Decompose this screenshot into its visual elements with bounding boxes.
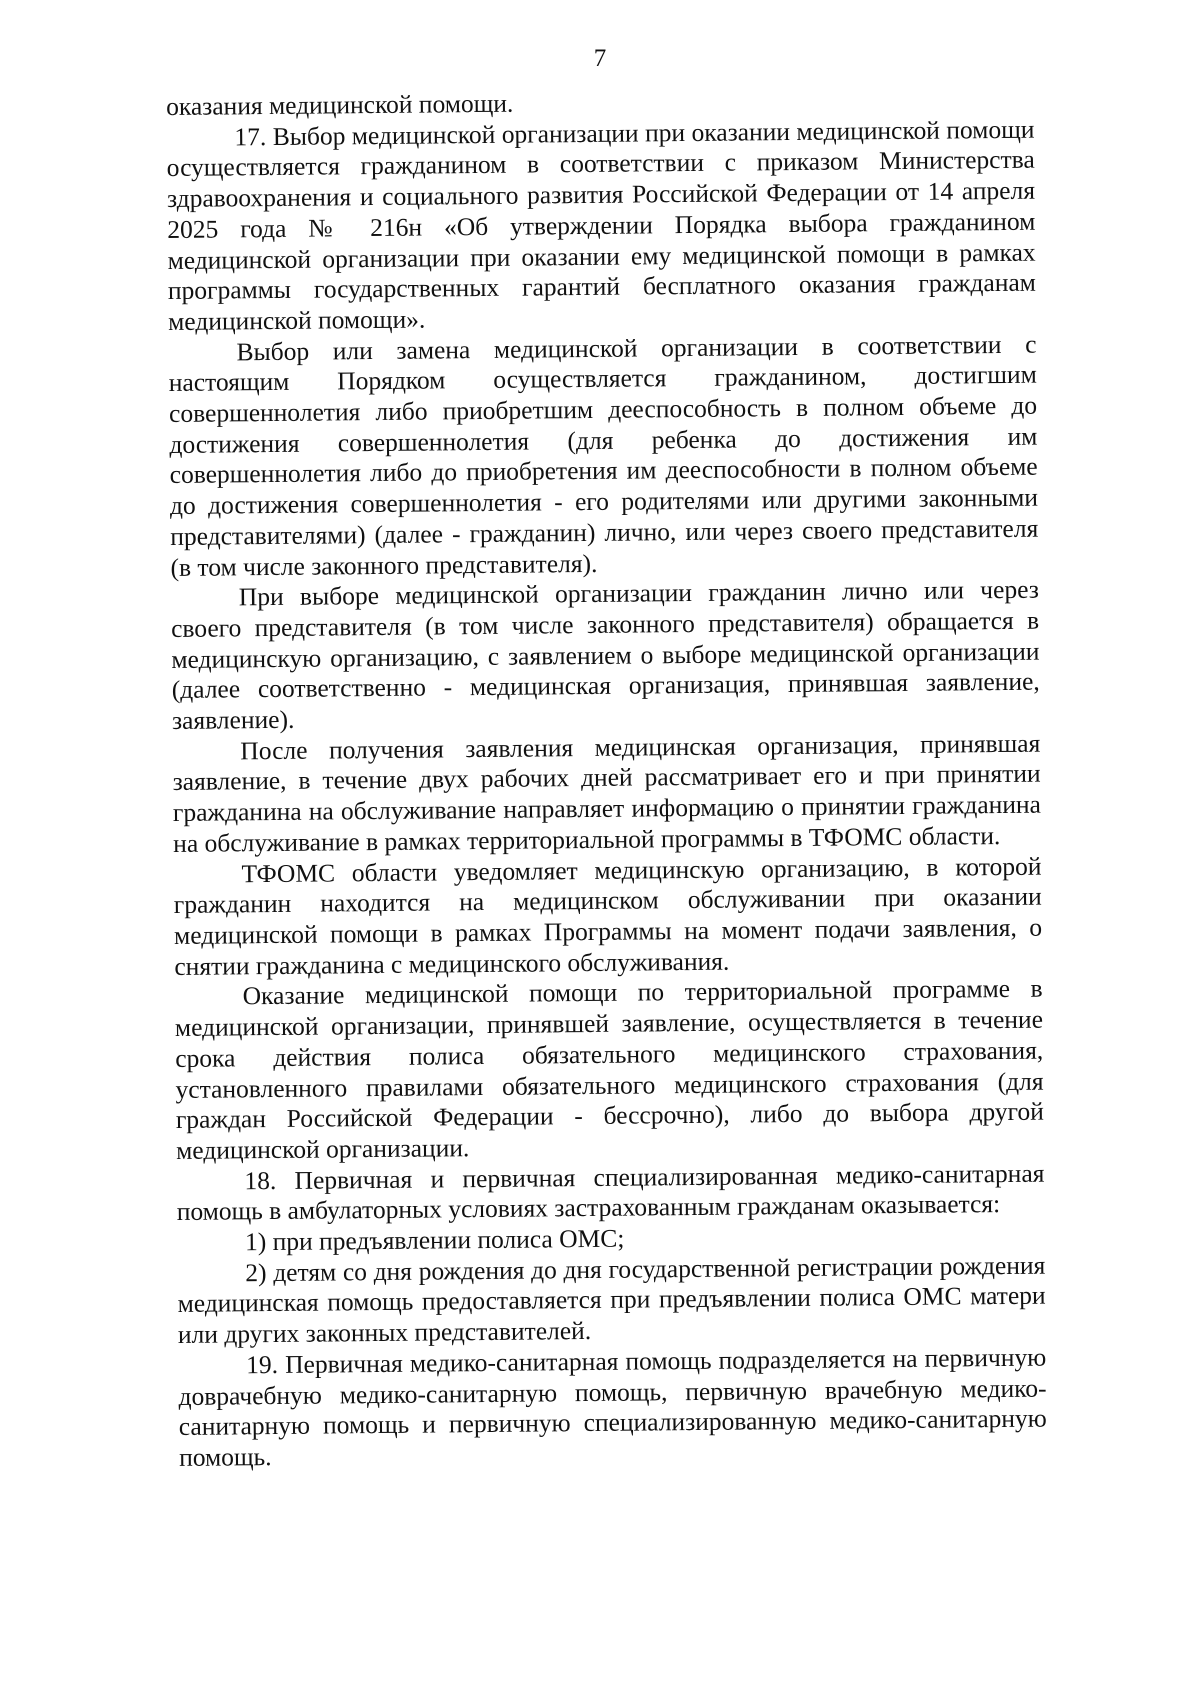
- paragraph-choice-or-replacement: Выбор или замена медицинской организации в соответствии с настоящим Порядком осуществляется гражданином, достигшим совершеннолетия либо приобретшим дееспособность в полном объеме до достижения совершеннолетия (для ребенка до достижения им совершеннолетия либо до приобретения им дееспособности в полном объеме до достижения совершеннолетия - его родителями или другими законными представителями) (далее - гражданин) лично, или через своего представителя (в том числе законного представителя).: [168, 329, 1039, 582]
- paragraph-tfoms-notice: ТФОМС области уведомляет медицинскую организацию, в которой гражданин находится на медицинском обслуживании при оказании медицинской помощи в рамках Программы на момент подачи заявления, о снятии гражданина с медицинского обслуживания.: [173, 851, 1043, 981]
- paragraph-item-17: 17. Выбор медицинской организации при оказании медицинской помощи осуществляется гражданином в соответствии с приказом Министерства здравоохранения и социального развития Российской Федерации от 14 апреля 2025 года № 216н «Об утверждении Порядка выбора гражданином медицинской организации при оказании ему медицинской помощи в рамках программы государственных гарантий бесплатного оказания гражданам медицинской помощи».: [166, 114, 1037, 336]
- paragraph-care-duration: Оказание медицинской помощи по территориальной программе в медицинской организации, принявшей заявление, осуществляется в течение срока действия полиса обязательного медицинского страхования, установленного правилами обязательного медицинского страхования (для граждан Российской Федерации - бессрочно), либо до выбора другой медицинской организации.: [174, 974, 1044, 1165]
- document-body: [166, 84, 1047, 1474]
- list-item-2: 2) детям со дня рождения до дня государственной регистрации рождения медицинская помощь предоставляется при предъявлении полиса ОМС матери или других законных представителей.: [177, 1250, 1046, 1350]
- page-number: 7: [593, 45, 607, 72]
- list-item-1: 1) при предъявлении полиса ОМС;: [244, 1223, 625, 1257]
- paragraph-after-application: После получения заявления медицинская организация, принявшая заявление, в течение двух рабочих дней рассматривает его и при принятии гражданина на обслуживание направляет информацию о принятии гражданина на обслуживание в рамках территориальной программы в ТФОМС области.: [172, 728, 1042, 858]
- paragraph-item-18: 18. Первичная и первичная специализированная медико-санитарная помощь в амбулаторных условиях застрахованным гражданам оказывается:: [176, 1158, 1045, 1227]
- paragraph-continuation: оказания медицинской помощи.: [166, 88, 514, 121]
- paragraph-item-19: 19. Первичная медико-санитарная помощь подразделяется на первичную доврачебную медико-санитарную помощь, первичную врачебную медико-санитарную помощь и первичную специализированную медико-санитарную помощь.: [178, 1342, 1047, 1472]
- paragraph-application: При выборе медицинской организации гражданин лично или через своего представителя (в том числе законного представителя) обращается в медицинскую организацию, с заявлением о выборе медицинской организации (далее соответственно - медицинская организация, принявшая заявление, заявление).: [171, 574, 1040, 736]
